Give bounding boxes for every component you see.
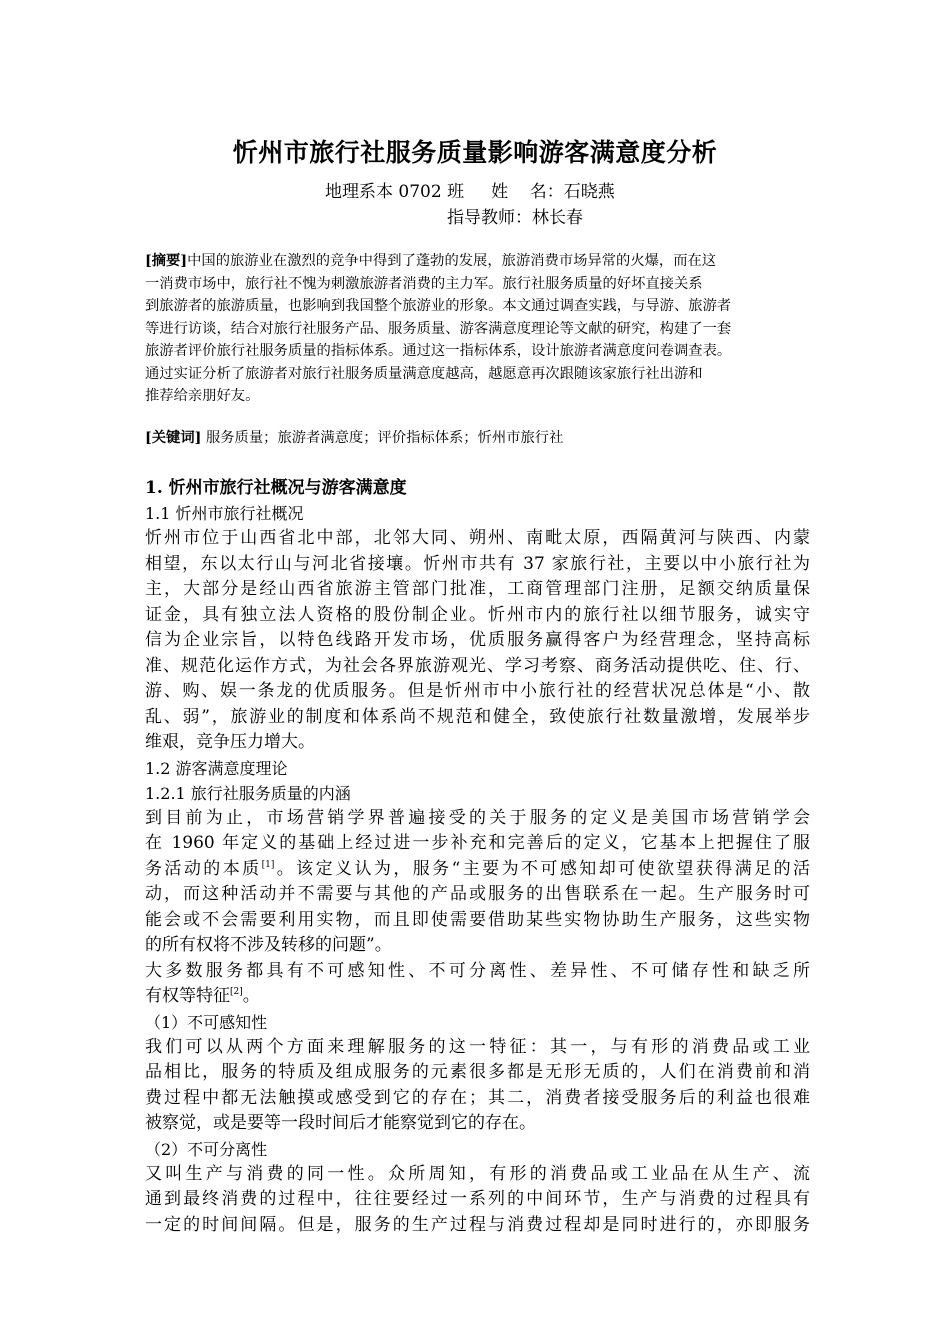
paper-title: 忻州市旅行社服务质量影响游客满意度分析 bbox=[232, 138, 718, 167]
paragraph-line: 证金，具有独立法人资格的股份制企业。忻州市内的旅行社以细节服务，诚实守 bbox=[145, 604, 810, 625]
abstract-line: 到旅游者的旅游质量，也影响到我国整个旅游业的形象。本文通过调查实践，与导游、旅游者 bbox=[145, 298, 732, 314]
advisor-line: 指导教师：林长春 bbox=[447, 208, 583, 228]
keywords-line bbox=[145, 427, 563, 447]
keywords-text: 服务质量；旅游者满意度；评价指标体系；忻州市旅行社 bbox=[201, 430, 564, 446]
paragraph-line: 品相比，服务的特质及组成服务的元素很多都是无形无质的，人们在消费前和消 bbox=[145, 1062, 810, 1082]
abstract-block bbox=[145, 250, 825, 408]
paragraph-line: 我们可以从两个方面来理解服务的这一特征：其一，与有形的消费品或工业 bbox=[145, 1036, 810, 1057]
subsubsection-heading: 1.2.1 旅行社服务质量的内涵 bbox=[145, 783, 351, 803]
text-run: 。该定义认为，服务“主要为不可感知却可使欲望获得满足的活 bbox=[274, 858, 810, 879]
text-run: 。 bbox=[242, 986, 260, 1006]
section-heading: 1. 忻州市旅行社概况与游客满意度 bbox=[145, 478, 407, 498]
abstract-line: 旅游者评价旅行社服务质量的指标体系。通过这一指标体系，设计旅游者满意度问卷调查表。 bbox=[145, 343, 732, 359]
paragraph-line: 到目前为止，市场营销学界普遍接受的关于服务的定义是美国市场营销学会 bbox=[145, 807, 810, 828]
list-item-heading: （2）不可分离性 bbox=[145, 1139, 268, 1159]
list-item-heading: （1）不可感知性 bbox=[145, 1012, 268, 1032]
paragraph-line: 动，而这种活动并不需要与其他的产品或服务的出售联系在一起。生产服务时可 bbox=[145, 884, 810, 904]
subsection-heading: 1.1 忻州市旅行社概况 bbox=[145, 504, 304, 523]
author-line: 地理系本 0702 班 姓 名：石晓燕 bbox=[325, 182, 615, 202]
abstract-line: 一消费市场中，旅行社不愧为刺激旅游者消费的主力军。旅行社服务质量的好坏直接关系 bbox=[145, 275, 703, 292]
paragraph-line: 忻州市位于山西省北中部，北邻大同、朔州、南毗太原，西隔黄河与陕西、内蒙 bbox=[145, 528, 810, 548]
body-text bbox=[145, 475, 810, 1238]
citation-ref: [2] bbox=[230, 987, 243, 997]
paragraph-line: 费过程中都无法触摸或感受到它的存在；其二，消费者接受服务后的利益也很难 bbox=[145, 1087, 810, 1108]
paragraph-line: 能会或不会需要利用实物，而且即使需要借助某些实物协助生产服务，这些实物 bbox=[145, 909, 810, 930]
abstract-line: 等进行访谈，结合对旅行社服务产品、服务质量、游客满意度理论等文献的研究，构建了一套 bbox=[145, 320, 732, 337]
paragraph-line: 相望，东以太行山与河北省接壤。忻州市共有 37 家旅行社，主要以中小旅行社为 bbox=[145, 553, 810, 574]
paragraph-line: 在 1960 年定义的基础上经过进一步补充和完善后的定义，它基本上把握住了服 bbox=[145, 833, 810, 853]
paragraph-line: 一定的时间间隔。但是，服务的生产过程与消费过程却是同时进行的，亦即服务 bbox=[145, 1214, 810, 1235]
paragraph-line: 游、购、娱一条龙的优质服务。但是忻州市中小旅行社的经营状况总体是“小、散 bbox=[145, 681, 810, 701]
paragraph-line: 乱、弱”，旅游业的制度和体系尚不规范和健全，致使旅行社数量激增，发展举步 bbox=[145, 706, 810, 727]
paragraph-line: 的所有权将不涉及转移的问题”。 bbox=[145, 935, 392, 955]
paragraph-line: 主，大部分是经山西省旅游主管部门批准，工商管理部门注册，足额交纳质量保 bbox=[145, 579, 810, 599]
text-run: 务活动的本质 bbox=[145, 858, 262, 879]
paragraph-line bbox=[145, 857, 810, 883]
paragraph-line: 维艰，竞争压力增大。 bbox=[145, 732, 315, 752]
abstract-line bbox=[145, 250, 825, 273]
paragraph-line: 大多数服务都具有不可感知性、不可分离性、差异性、不可储存性和缺乏所 bbox=[145, 960, 810, 981]
abstract-label: [摘要] bbox=[145, 253, 188, 269]
paragraph-line: 又叫生产与消费的同一性。众所周知，有形的消费品或工业品在从生产、流 bbox=[145, 1163, 810, 1184]
paragraph-line: 准、规范化运作方式，为社会各界旅游观光、学习考察、商务活动提供吃、住、行、 bbox=[145, 655, 810, 676]
text-run: 有权等特征 bbox=[145, 986, 230, 1006]
subsection-heading: 1.2 游客满意度理论 bbox=[145, 758, 288, 778]
paragraph-line: 被察觉，或是要等一段时间后才能察觉到它的存在。 bbox=[145, 1113, 536, 1133]
paragraph-line bbox=[145, 984, 810, 1010]
abstract-line: 推荐给亲朋好友。 bbox=[145, 388, 260, 404]
abstract-text: 中国的旅游业在激烈的竞争中得到了蓬勃的发展，旅游消费市场异常的火爆，而在这 bbox=[187, 253, 717, 269]
paragraph-line: 通到最终消费的过程中，往往要经过一系列的中间环节，生产与消费的过程具有 bbox=[145, 1189, 810, 1209]
keywords-label: [关键词] bbox=[145, 430, 202, 446]
paragraph-line: 信为企业宗旨，以特色线路开发市场，优质服务赢得客户为经营理念，坚持高标 bbox=[145, 630, 810, 650]
abstract-line: 通过实证分析了旅游者对旅行社服务质量满意度越高，越愿意再次跟随该家旅行社出游和 bbox=[145, 365, 703, 382]
citation-ref: [1] bbox=[261, 859, 275, 870]
